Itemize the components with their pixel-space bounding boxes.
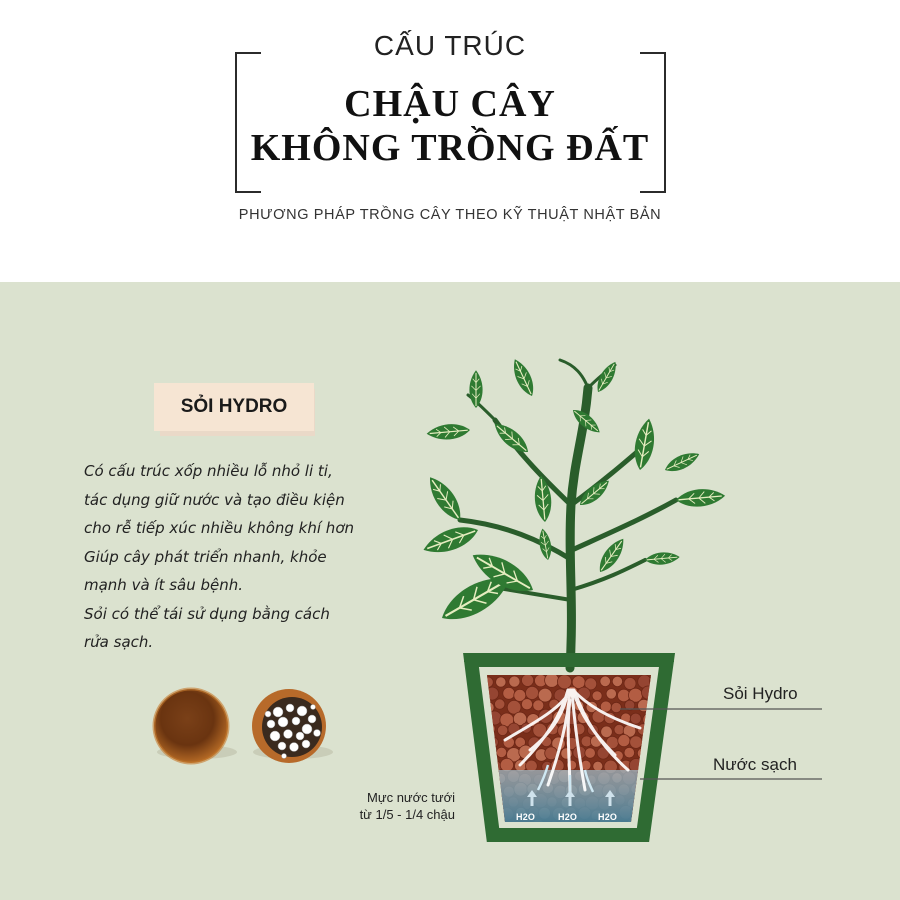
description-line: Sỏi có thể tái sử dụng bằng cách: [84, 604, 330, 623]
pebble-cross-section-icon: [252, 689, 333, 763]
pebble: [495, 699, 505, 709]
pebble: [618, 735, 630, 747]
pebble: [561, 748, 572, 759]
pebble: [483, 677, 494, 688]
pebble: [638, 699, 650, 711]
page-title-line-1: CHẬU CÂY: [344, 83, 556, 125]
pebble: [637, 724, 648, 735]
pebble: [488, 711, 502, 725]
pebble: [496, 677, 506, 687]
description-line: rửa sạch.: [84, 633, 154, 651]
pebble: [624, 747, 635, 758]
pebble: [593, 761, 603, 771]
pebble: [600, 676, 611, 687]
water-level-line-1: Mực nước tưới: [367, 790, 455, 805]
pebble: [496, 747, 506, 757]
pebble: [630, 736, 643, 749]
section-badge-label: SỎI HYDRO: [180, 396, 288, 417]
pebble: [611, 702, 621, 712]
pot-contents: [480, 672, 665, 834]
description-line: Giúp cây phát triển nhanh, khỏe: [84, 547, 327, 566]
pebble: [612, 676, 622, 686]
description-line: tác dụng giữ nước và tạo điều kiện: [84, 490, 345, 509]
clean-water-label: Nước sạch: [713, 755, 797, 774]
h2o-label: H2O: [516, 812, 536, 822]
description-line: Có cấu trúc xốp nhiều lỗ nhỏ li ti,: [84, 462, 333, 480]
water-level-note: [290, 789, 455, 823]
hydro-pebble-icon: [154, 689, 237, 763]
page-title-line-2: KHÔNG TRỒNG ĐẤT: [250, 127, 650, 169]
description-line: mạnh và ít sâu bệnh.: [84, 576, 244, 594]
h2o-label: H2O: [558, 812, 578, 822]
plant-icon: [460, 360, 676, 668]
pebble: [592, 691, 602, 701]
h2o-label: H2O: [598, 812, 618, 822]
pebble: [486, 687, 499, 700]
pebble: [642, 686, 655, 699]
kicker: CẤU TRÚC: [373, 30, 527, 61]
pebble: [500, 758, 513, 771]
pebble: [503, 687, 515, 699]
pebble: [545, 673, 559, 687]
pebble: [614, 724, 624, 734]
pebble: [497, 725, 507, 735]
subtitle: PHƯƠNG PHÁP TRỒNG CÂY THEO KỸ THUẬT NHẬT BẢN: [238, 207, 662, 223]
pebble: [522, 674, 534, 686]
pebble: [651, 820, 663, 832]
pebble: [585, 748, 596, 759]
pebble: [509, 676, 520, 687]
description-line: cho rễ tiếp xúc nhiều không khí hơn: [84, 519, 354, 537]
pebble: [624, 678, 636, 690]
pebble: [526, 686, 539, 699]
pebble: [606, 689, 616, 699]
pebble-label: Sỏi Hydro: [723, 684, 798, 703]
pebble: [533, 700, 544, 711]
pebble: [521, 699, 532, 710]
pebble: [630, 713, 641, 724]
pebble: [601, 726, 613, 738]
pebble: [488, 737, 499, 748]
pebble: [637, 748, 647, 758]
water-level-line-2: từ 1/5 - 1/4 chậu: [359, 807, 455, 822]
